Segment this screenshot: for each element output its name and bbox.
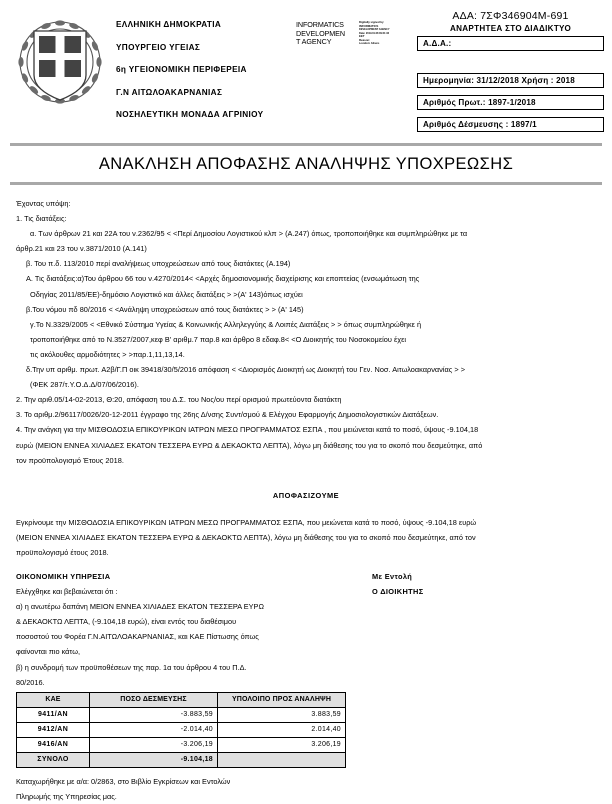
preamble-item-4-l3: τον προϋπολογισμό Έτους 2018. (16, 455, 124, 465)
document-body (0, 185, 612, 690)
ida-line-1: INFORMATICS (296, 20, 344, 29)
cell-committed: -3.883,59 (90, 707, 218, 722)
financial-a-line-4: φαίνονται πιο κάτω, (16, 647, 81, 657)
preamble-item-1: 1. Τις διατάξεις: (16, 214, 67, 224)
financial-service-column (16, 569, 346, 660)
financial-a-line-3: ποσοστού του Φορέα Γ.Ν.ΑΙΤΩΛΟΑΚΑΡΝΑΝΙΑΣ, και ΚΑΕ Πίστωσης όπως (16, 632, 259, 642)
org-line-hospital: Γ.Ν ΑΙΤΩΛΟΑΚΑΡΝΑΝΙΑΣ (116, 87, 223, 97)
spacer-after-decision-heading (16, 500, 596, 515)
preamble-item-1b: β. Του π.δ. 113/2010 περί αναλήψεως υποχρεώσεων από τους διατάκτες (Α.194) (26, 259, 291, 269)
footer-line-2: Πληρωμής της Υπηρεσίας μας. (16, 791, 117, 801)
preamble-item-A-l2: Οδηγίας 2011/85/ΕΕ)-δημόσιο Λογιστικό και άλλες διατάξεις > >(Α' 143)όπως ισχύει (30, 289, 303, 299)
financial-verified: Ελέγχθηκε και βεβαιώνεται ότι : (16, 587, 118, 597)
date-field-box: Ημερομηνία: 31/12/2018 Χρήση : 2018 (417, 73, 604, 88)
having-regard-line: Έχοντας υπόψη: (16, 199, 71, 208)
table-row (17, 722, 346, 737)
org-line-ministry: ΥΠΟΥΡΓΕΙΟ ΥΓΕΙΑΣ (116, 42, 201, 52)
kae-table-head (17, 692, 346, 707)
cell-committed: -3.206,19 (90, 737, 218, 752)
decision-heading: ΑΠΟΦΑΣΙΖΟΥΜΕ (272, 490, 340, 500)
financial-b-line-2: 80/2016. (16, 677, 45, 687)
preamble-item-3: 3. Το αριθμ.2/96117/0026/20-12-2011 έγγραφο της 26ης Δ/νσης Συντ/σμού & Ελέγχου Εφαρμογής Δημοσιολογιστικών Διατάξεων. (16, 410, 439, 420)
anartitea-label: ΑΝΑΡΤΗΤΕΑ ΣΤΟ ΔΙΑΔΙΚΤΥΟ (449, 24, 572, 33)
kae-table-wrapper (0, 690, 612, 768)
cell-kae: 9412/ΑΝ (17, 722, 90, 737)
page-title: ΑΝΑΚΛΗΣΗ ΑΠΟΦΑΣΗΣ ΑΝΑΛΗΨΗΣ ΥΠΟΧΡΕΩΣΗΣ (98, 155, 514, 173)
signature-line-1: Digitally signed by (359, 21, 384, 24)
protocol-field-box: Αριθμός Πρωτ.: 1897-1/2018 (417, 95, 604, 110)
org-line-republic: ΕΛΛΗΝΙΚΗ ΔΗΜΟΚΡΑΤΙΑ (116, 20, 222, 29)
preamble-item-1a-l1: α. Των άρθρων 21 και 22Α του ν.2362/95 < <Περί Δημοσίου Λογιστικού κλπ > (Α.247) όπως, τροποποιήθηκε και συμπληρώθηκε με τα (30, 229, 468, 239)
column-header-remaining: ΥΠΟΛΟΙΠΟ ΠΡΟΣ ΑΝΑΛΗΨΗ (218, 692, 346, 707)
cell-remaining: 3.206,19 (218, 737, 346, 752)
signature-line-7: Location: Athens (359, 42, 380, 45)
preamble-item-2: 2. Την αριθ.05/14-02-2013, Θ:20, απόφαση του Δ.Σ. του Νος/ου περί ορισμού πρωτεύοντα διατάκτη (16, 395, 342, 405)
cell-kae: 9416/ΑΝ (17, 737, 90, 752)
ida-line-2: DEVELOPMEN (296, 28, 345, 38)
column-header-committed: ΠΟΣΟ ΔΕΣΜΕΥΣΗΣ (90, 692, 218, 707)
digital-signature-block (358, 8, 417, 46)
table-header-row (17, 692, 346, 707)
org-line-unit: ΝΟΣΗΛΕΥΤΙΚΗ ΜΟΝΑΔΑ ΑΓΡΙΝΙΟΥ (116, 110, 264, 119)
ada-field-box: Α.Δ.Α.: (417, 36, 604, 51)
greek-coat-of-arms-icon (14, 12, 106, 112)
commitment-field-box: Αριθμός Δέσμευσης : 1897/1 (417, 117, 604, 132)
decision-line-2: (ΜΕΙΟΝ ΕΝΝΕΑ ΧΙΛΙΑΔΕΣ ΕΚΑΤΟΝ ΤΕΣΣΕΡΑ ΕΥΡΩ & ΔΕΚΑΟΚΤΩ ΛΕΠΤΑ), λόγω μη διάθεσης του για το σκοπό που δεσμεύτηκε, από τον (16, 532, 476, 542)
signature-line-4: Date: 2019.01.08 09:21:33 (359, 31, 390, 35)
preamble-item-1a-l2: άρθρ.21 και 23 του ν.3871/2010 (Α.141) (16, 244, 147, 254)
signature-line-6: Reason: (359, 38, 371, 42)
kae-table (16, 692, 346, 768)
signature-line-5: EET (359, 35, 365, 38)
preamble-item-B: β.Του νόμου πδ 80/2016 < <Ανάληψη υποχρεώσεων από τους διατάκτες > > (Α' 145) (26, 304, 304, 314)
financial-a-line-2: & ΔΕΚΑΟΚΤΩ ΛΕΠΤΑ, (-9.104,18 ευρώ), είναι εντός του διαθέσιμου (16, 617, 237, 627)
header-right-block (417, 8, 606, 139)
cell-remaining: 2.014,40 (218, 722, 346, 737)
signature-line-2: INFORMATICS (359, 24, 379, 28)
column-header-kae: ΚΑΕ (17, 692, 90, 707)
signer-title: Ο ΔΙΟΙΚΗΤΗΣ (372, 587, 424, 597)
cell-total-label: ΣΥΝΟΛΟ (17, 752, 90, 767)
preamble-item-D-l1: δ.Την υπ αριθμ. πρωτ. Α2β/Γ.Π οικ 39418/30/5/2016 απόφαση < <Διορισμός Διοικητή ως Διοικητή του Γεν. Νοσ. Αιτωλοακαρνανίας > > (26, 365, 466, 375)
ada-number: ΑΔΑ: 7ΣΦ346904Μ-691 (452, 10, 569, 22)
decision-line-1: Εγκρίνουμε την ΜΙΣΘΟΔΟΣΙΑ ΕΠΙΚΟΥΡΙΚΩΝ ΙΑΤΡΩΝ ΜΕΣΩ ΠΡΟΓΡΑΜΜΑΤΟΣ ΕΣΠΑ, που μειώνεται κατά το ποσό, ύψους -9.104,18 ευρώ (16, 517, 477, 527)
org-line-region: 6η ΥΓΕΙΟΝΟΜΙΚΗ ΠΕΡΙΦΕΡΕΙΑ (116, 65, 247, 74)
financial-heading: ΟΙΚΟΝΟΜΙΚΗ ΥΠΗΡΕΣΙΑ (16, 571, 111, 581)
preamble-item-G-l2: τροποποιήθηκε από το Ν.3527/2007,κεφ Β' αριθμ.7 παρ.8 και άρθρο 8 εδαφ.8< <Ο Διοικητής του Νοσοκομείου έχει (30, 334, 407, 344)
spacer-before-decision (16, 468, 596, 491)
table-total-row (17, 752, 346, 767)
organization-block (110, 8, 294, 133)
table-row (17, 737, 346, 752)
signature-line-3: DEVELOPMENT AGENCY (359, 28, 390, 31)
decision-line-3: προϋπολογισμό έτους 2018. (16, 547, 109, 557)
table-row (17, 707, 346, 722)
preamble-item-4-l2: ευρώ (ΜΕΙΟΝ ΕΝΝΕΑ ΧΙΛΙΑΔΕΣ ΕΚΑΤΟΝ ΤΕΣΣΕΡΑ ΕΥΡΩ & ΔΕΚΑΟΚΤΩ ΛΕΠΤΑ), λόγω μη διάθεσης του για το σκοπό που δεσμεύτηκε, από (16, 440, 483, 450)
cell-total-committed: -9.104,18 (90, 752, 218, 767)
financial-and-signer (16, 569, 596, 660)
signer-by-order: Με Εντολή (372, 571, 413, 581)
registration-footer (0, 768, 380, 804)
footer-line-1: Καταχωρήθηκε με α/α: 0/2863, στο Βιβλίο Εγκρίσεων και Εντολών (16, 776, 231, 786)
signer-column (346, 569, 596, 660)
financial-b-line-1: β) η συνδρομή των προϋποθέσεων της παρ. 1α του άρθρου 4 του Π.Δ. (16, 662, 247, 672)
cell-total-remaining (218, 752, 346, 767)
document-header (0, 0, 612, 139)
cell-remaining: 3.883,59 (218, 707, 346, 722)
emblem-cell (14, 8, 110, 112)
preamble-item-G-l1: γ.Το Ν.3329/2005 < <Εθνικό Σύστημα Υγείας & Κοινωνικής Αλληλεγγύης & Λοιπές Διατάξεις > > όπως συμπληρώθηκε ή (30, 319, 422, 329)
financial-a-line-1: α) η ανωτέρω δαπάνη ΜΕΙΟΝ ΕΝΝΕΑ ΧΙΛΙΑΔΕΣ ΕΚΑΤΟΝ ΤΕΣΣΕΡΑ ΕΥΡΩ (16, 602, 264, 612)
cell-committed: -2.014,40 (90, 722, 218, 737)
kae-table-body (17, 707, 346, 767)
ida-line-3: T AGENCY (296, 37, 332, 47)
spacer-before-financial (16, 560, 596, 569)
preamble-item-A-l1: Α. Τις διατάξεις:α)Του άρθρου 66 του ν.4270/2014< <Αρχές δημοσιονομικής διαχείρισης και εποπτείας (ενσωμάτωση της (26, 274, 420, 284)
preamble-item-D-l2: (ΦΕΚ 287/τ.Υ.Ο.Δ.Δ/07/06/2016). (30, 380, 139, 390)
cell-kae: 9411/ΑΝ (17, 707, 90, 722)
preamble-item-4-l1: 4. Την ανάγκη για την ΜΙΣΘΟΔΟΣΙΑ ΕΠΙΚΟΥΡΙΚΩΝ ΙΑΤΡΩΝ ΜΕΣΩ ΠΡΟΓΡΑΜΜΑΤΟΣ ΕΣΠΑ , που μειώνεται κατά το ποσό, ύψους -9.104,18 (16, 425, 479, 435)
ida-agency-label (294, 8, 358, 47)
preamble-item-G-l3: τις ακόλουθες αρμοδιότητες > >παρ.1,11,13,14. (30, 349, 185, 359)
